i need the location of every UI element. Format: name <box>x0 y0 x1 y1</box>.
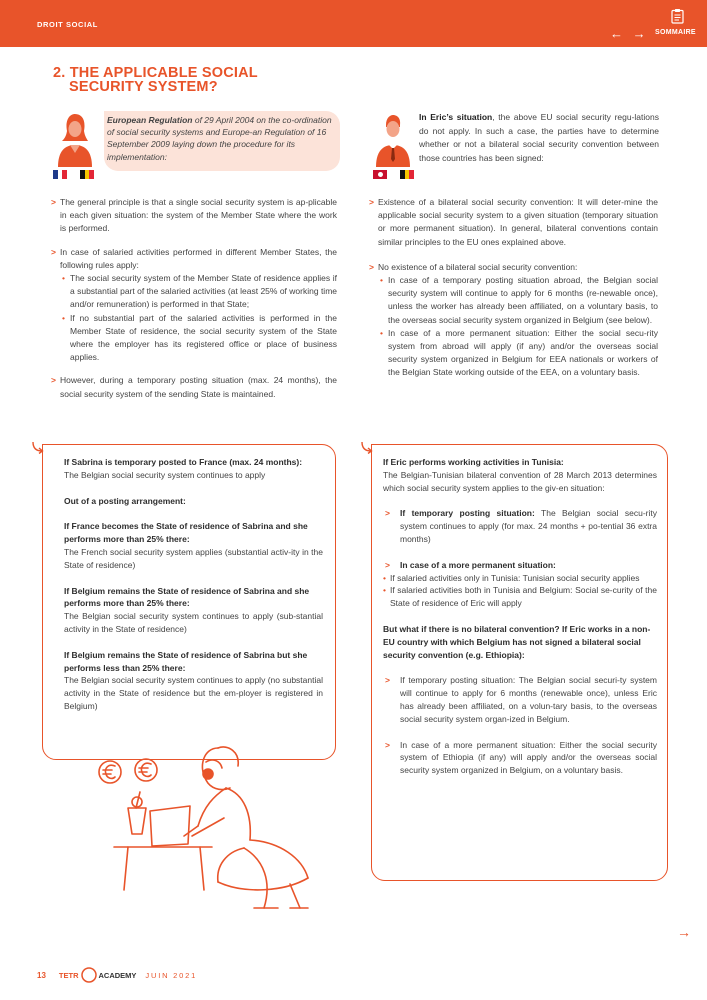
list-item: • If salaried activities only in Tunisia: Tunisian social security applies <box>383 572 657 585</box>
next-page-arrow-icon[interactable]: → <box>677 924 691 940</box>
left-column-text <box>51 196 337 411</box>
list-item: > In case of a more permanent situation: <box>383 559 657 572</box>
list-item: > However, during a temporary posting situation (max. 24 months), the social security system of the sending State is maintained. <box>51 374 337 400</box>
box-heading: If Eric performs working activities in Tunisia: <box>383 457 564 467</box>
woman-laptop-illustration <box>94 722 324 912</box>
man-avatar-icon <box>373 111 413 167</box>
intro-bold: European Regulation <box>107 115 193 125</box>
intro-text: , the above EU social security regu-lations do not apply. In such a case, the parties have to determine whether or not a bilateral social security convention between those countries has been signed: <box>419 112 659 163</box>
summary-link[interactable]: SOMMAIRE <box>655 29 696 36</box>
france-flag-icon <box>53 170 67 179</box>
list-item: > In case of a more permanent situation: Either the social security system of Ethiopia (if any) will apply and/or the overseas social security system organized in Belgium, on a voluntary basis. <box>383 739 657 777</box>
header-bar <box>0 0 707 47</box>
flags-tunisia-belgium <box>373 170 414 179</box>
footer <box>37 965 197 985</box>
box-heading: Out of a posting arrangement: <box>64 495 186 506</box>
intro-text: of 29 April 2004 on the co-ordination of social security systems and Europe-an Regulation of 16 September 2009 laying down the procedure for its implementation: <box>107 115 332 162</box>
title-line-2: SECURITY SYSTEM? <box>69 79 218 95</box>
flags-france-belgium <box>53 170 94 179</box>
list-item: > The general principle is that a single social security system is ap-plicable in each given situation: the system of the Member State where the work is performed. <box>51 196 337 236</box>
list-item: > If temporary posting situation: The Belgian social secu-rity system continues to apply (for max. 24 months + po-tential 36 extra months) <box>383 507 657 545</box>
prev-page-arrow-icon[interactable]: ← <box>610 26 623 41</box>
list-item: > In case of salaried activities performed in different Member States, the following rules apply: <box>51 246 337 272</box>
box-heading: If Sabrina is temporary posted to France (max. 24 months): <box>64 457 303 467</box>
page-title <box>53 66 258 94</box>
next-page-arrow-icon[interactable]: → <box>632 26 646 41</box>
publication-date: JUIN 2021 <box>145 970 198 980</box>
eric-case-box <box>371 444 668 881</box>
tetracademy-logo: TETR ACADEMY <box>59 965 137 985</box>
belgium-flag-icon <box>400 170 414 179</box>
sub-list-item: • In case of a more permanent situation: Either the social secu-rity system from abroad will apply (if any) and/or the overseas social security system organized in Belgium for EEA nationals or workers of the Belgian State working outside of the EEA, on a voluntary basis. <box>369 327 658 380</box>
list-item: > No existence of a bilateral social security convention: <box>369 261 658 274</box>
box-text: The French social security system applies (substantial activ-ity in the State of residence) <box>64 546 323 570</box>
eric-situation-intro <box>419 111 659 165</box>
box-text: The Belgian-Tunisian bilateral convention of 28 March 2013 determines which social security system applies to the giv-en situation: <box>383 469 657 493</box>
page-nav <box>610 26 652 41</box>
box-heading: If France becomes the State of residence of Sabrina and she performs more than 25% there: <box>64 521 308 545</box>
intro-bold: In Eric’s situation <box>419 112 493 122</box>
belgium-flag-icon <box>80 170 94 179</box>
sub-list-item: • In case of a temporary posting situation abroad, the Belgian social security system will continue to apply for 6 months (re-newable once), unless the worker has already been affiliated, on a voluntary basis, to the overseas social security system organized in Belgium (see below). <box>369 274 658 327</box>
list-item: > If temporary posting situation: The Belgian social securi-ty system will continue to apply for 6 months (renewable once), unless Eric has already been affiliated, on a volun-tary basis, to the overseas social security system organ-ized in Belgium. <box>383 674 657 725</box>
tunisia-flag-icon <box>373 170 387 179</box>
section-title: DROIT SOCIAL <box>37 20 98 29</box>
title-line-1: 2. THE APPLICABLE SOCIAL <box>53 65 258 81</box>
right-column-text <box>369 196 658 380</box>
woman-avatar-icon <box>55 111 95 167</box>
euro-coin-icon <box>135 759 157 781</box>
page-number: 13 <box>37 970 46 980</box>
sub-list-item: • If no substantial part of the salaried activities is performed in the Member State of residence, the social security system of the State where the employer has its registered office or place of business applies. <box>51 312 337 365</box>
box-text: The Belgian social security system continues to apply (no substantial activity in the State of residence but the em-ployer is registered in Belgium) <box>64 675 323 711</box>
list-item: > Existence of a bilateral social security convention: It will deter-mine the applicable social security system to a given situation (temporary situation or more permanent situation). In general, bilateral conventions contain similar principles to the EU ones explained above. <box>369 196 658 249</box>
list-item: • If salaried activities both in Tunisia and Belgium: Social se-curity of the State of residence of Eric will apply <box>383 584 657 610</box>
logo-ring-icon <box>79 965 99 985</box>
clipboard-icon[interactable] <box>671 8 684 24</box>
box-heading: If Belgium remains the State of residence of Sabrina but she performs less than 25% there: <box>64 649 308 673</box>
eu-regulation-intro <box>104 111 340 171</box>
box-heading: If Belgium remains the State of residence of Sabrina and she performs more than 25% there: <box>64 585 310 609</box>
euro-coin-icon <box>99 761 121 783</box>
box-heading: But what if there is no bilateral convention? If Eric works in a non-EU country with which Belgium has not signed a bilateral social security convention (e.g. Ethiopia): <box>383 623 651 660</box>
box-text: The Belgian social security system continues to apply (sub-stantial activity in the State of residence) <box>64 611 323 634</box>
sabrina-case-box <box>42 444 336 760</box>
sub-list-item: • The social security system of the Member State of residence applies if a substantial part of the salaried activities (at least 25% of working time and/or remuneration) is performed in that State; <box>51 272 337 312</box>
box-text: The Belgian social security system continues to apply <box>64 469 266 480</box>
